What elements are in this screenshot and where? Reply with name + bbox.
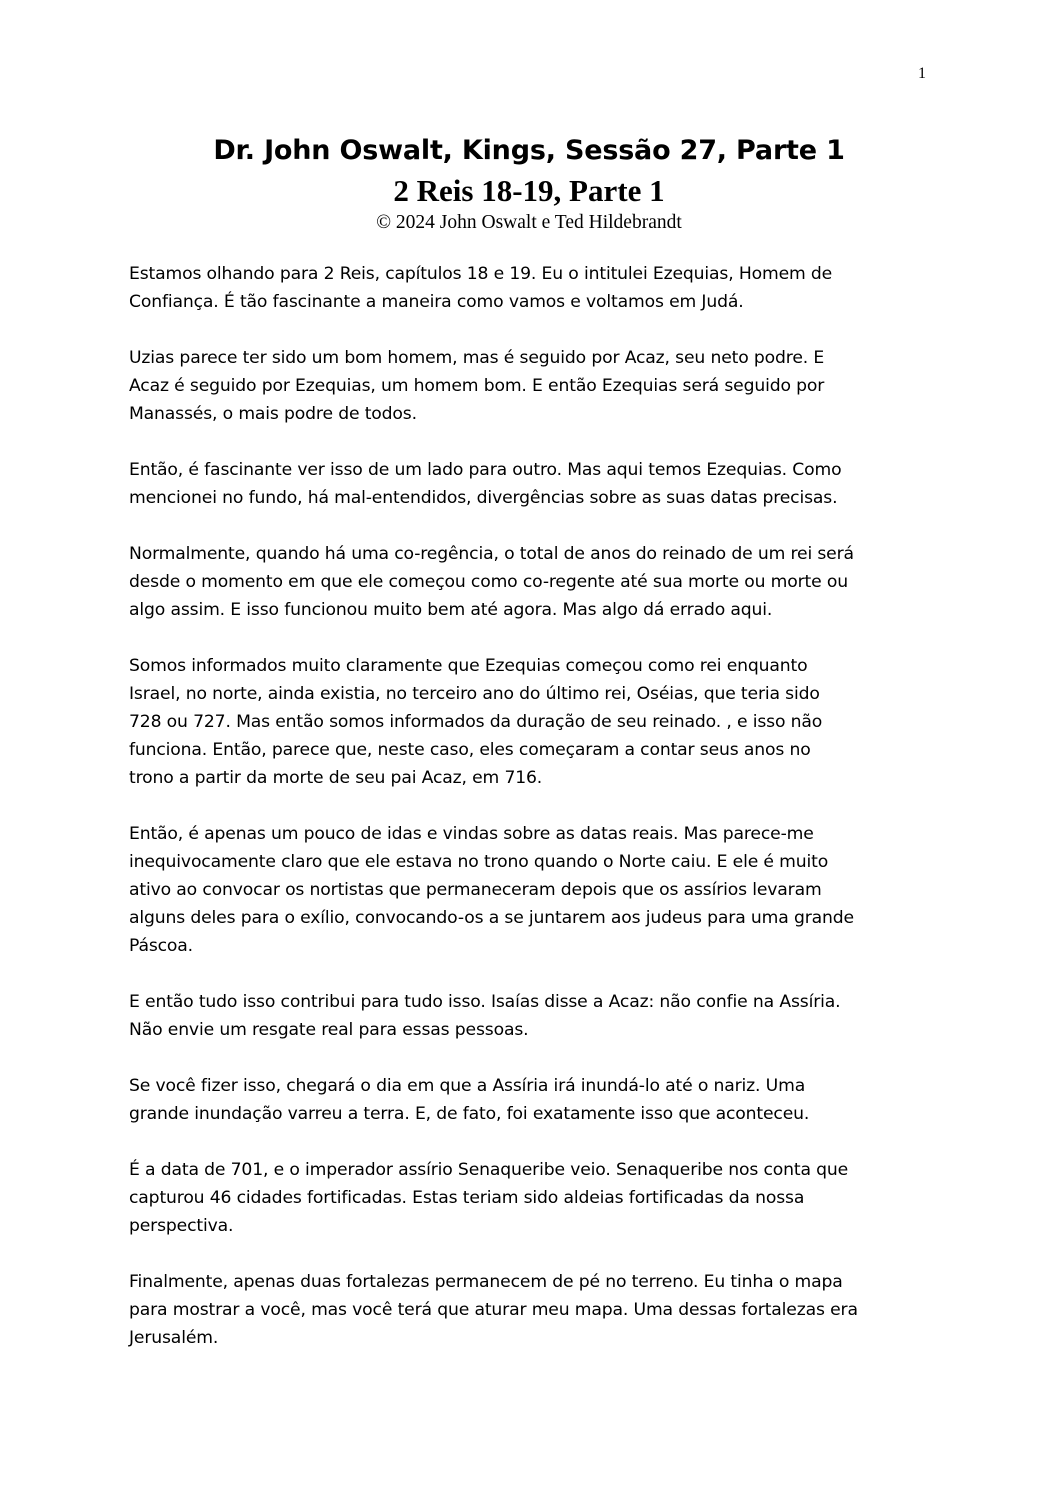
- text-line: Então, é apenas um pouco de idas e vindas sobre as datas reais. Mas parece-me: [129, 824, 814, 844]
- text-line: funciona. Então, parece que, neste caso, eles começaram a contar seus anos no: [129, 740, 811, 760]
- page-number: 1: [918, 65, 926, 82]
- text-line: grande inundação varreu a terra. E, de fato, foi exatamente isso que aconteceu.: [129, 1104, 810, 1124]
- text-line: ativo ao convocar os nortistas que permaneceram depois que os assírios levaram: [129, 880, 822, 900]
- text-line: Normalmente, quando há uma co-regência, o total de anos do reinado de um rei será: [129, 544, 854, 564]
- paragraph: [129, 456, 941, 512]
- paragraph: [129, 652, 941, 792]
- text-line: Não envie um resgate real para essas pessoas.: [129, 1020, 529, 1040]
- text-line: Uzias parece ter sido um bom homem, mas é seguido por Acaz, seu neto podre. E: [129, 348, 825, 368]
- paragraph: [129, 1156, 941, 1240]
- paragraph: [129, 988, 941, 1044]
- text-line: Israel, no norte, ainda existia, no terceiro ano do último rei, Oséias, que teria sido: [129, 684, 820, 704]
- paragraph: [129, 260, 941, 316]
- paragraph: [129, 1072, 941, 1128]
- text-line: Páscoa.: [129, 936, 193, 956]
- text-line: Estamos olhando para 2 Reis, capítulos 18 e 19. Eu o intitulei Ezequias, Homem de: [129, 264, 833, 284]
- text-line: perspectiva.: [129, 1216, 234, 1236]
- text-line: E então tudo isso contribui para tudo isso. Isaías disse a Acaz: não confie na Assíria.: [129, 992, 841, 1012]
- text-line: Somos informados muito claramente que Ezequias começou como rei enquanto: [129, 656, 808, 676]
- text-line: Confiança. É tão fascinante a maneira como vamos e voltamos em Judá.: [129, 292, 744, 312]
- text-line: Se você fizer isso, chegará o dia em que a Assíria irá inundá-lo até o nariz. Uma: [129, 1076, 806, 1096]
- text-line: inequivocamente claro que ele estava no trono quando o Norte caiu. E ele é muito: [129, 852, 829, 872]
- text-line: mencionei no fundo, há mal-entendidos, divergências sobre as suas datas precisas.: [129, 488, 838, 508]
- text-line: trono a partir da morte de seu pai Acaz, em 716.: [129, 768, 543, 788]
- paragraph: [129, 1268, 941, 1352]
- document-subtitle: 2 Reis 18-19, Parte 1: [393, 173, 665, 208]
- text-line: Finalmente, apenas duas fortalezas permanecem de pé no terreno. Eu tinha o mapa: [129, 1272, 843, 1292]
- text-line: desde o momento em que ele começou como co-regente até sua morte ou morte ou: [129, 572, 848, 592]
- document-title: Dr. John Oswalt, Kings, Sessão 27, Parte 1: [213, 135, 845, 166]
- text-line: 728 ou 727. Mas então somos informados da duração de seu reinado. , e isso não: [129, 712, 823, 732]
- paragraph: [129, 344, 941, 428]
- paragraph: [129, 540, 941, 624]
- document-body: [129, 260, 941, 1380]
- text-line: algo assim. E isso funcionou muito bem até agora. Mas algo dá errado aqui.: [129, 600, 773, 620]
- text-line: alguns deles para o exílio, convocando-os a se juntarem aos judeus para uma grande: [129, 908, 854, 928]
- text-line: Então, é fascinante ver isso de um lado para outro. Mas aqui temos Ezequias. Como: [129, 460, 842, 480]
- text-line: Manassés, o mais podre de todos.: [129, 404, 417, 424]
- text-line: Acaz é seguido por Ezequias, um homem bom. E então Ezequias será seguido por: [129, 376, 825, 396]
- copyright-notice: © 2024 John Oswalt e Ted Hildebrandt: [376, 212, 682, 233]
- text-line: capturou 46 cidades fortificadas. Estas teriam sido aldeias fortificadas da nossa: [129, 1188, 805, 1208]
- text-line: para mostrar a você, mas você terá que aturar meu mapa. Uma dessas fortalezas era: [129, 1300, 858, 1320]
- text-line: É a data de 701, e o imperador assírio Senaqueribe veio. Senaqueribe nos conta que: [129, 1160, 849, 1180]
- paragraph: [129, 820, 941, 960]
- text-line: Jerusalém.: [129, 1328, 219, 1348]
- document-header: [0, 131, 1058, 235]
